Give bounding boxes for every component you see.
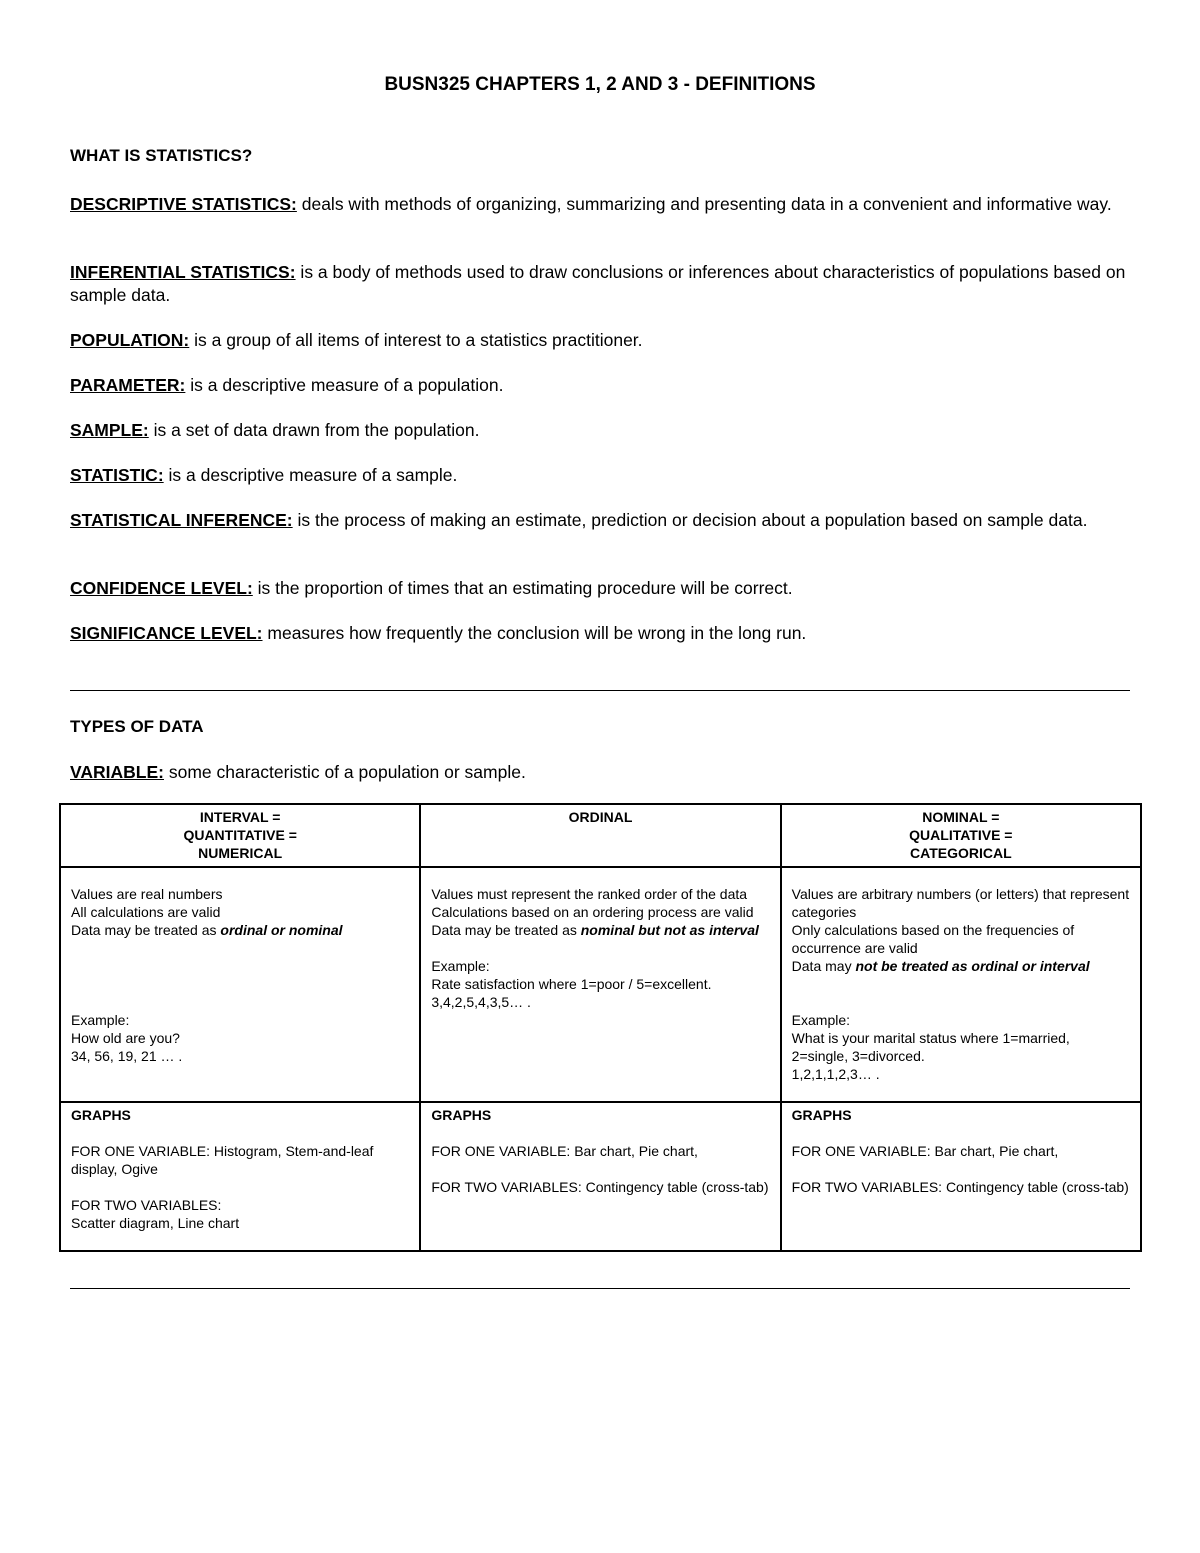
cell-line: Calculations based on an ordering process are valid [431,904,754,920]
definition-text: some characteristic of a population or sample. [163,762,526,782]
graphs-two-variables: FOR TWO VARIABLES: Contingency table (cross-tab) [431,1179,769,1195]
definition-sample [70,419,1130,442]
graphs-one-variable: FOR ONE VARIABLE: Histogram, Stem-and-leaf display, Ogive [71,1143,374,1177]
definition-term: SAMPLE: [70,420,149,440]
example-question: What is your marital status where 1=married, 2=single, 3=divorced. [791,1030,1070,1064]
header-line: CATEGORICAL [910,845,1012,861]
definition-term: STATISTICAL INFERENCE: [70,510,293,530]
definition-text: is the process of making an estimate, prediction or decision about a population based on sample data. [292,510,1088,530]
example-values: 34, 56, 19, 21 … . [71,1048,183,1064]
definition-statistical-inference [70,509,1130,532]
graphs-label: GRAPHS [791,1107,852,1123]
example-question: How old are you? [71,1030,180,1046]
cell-line: Values are real numbers [71,886,223,902]
example-label: Example: [791,1012,851,1028]
header-line: NUMERICAL [198,845,283,861]
cell-line: Only calculations based on the frequencies of occurrence are valid [791,922,1075,956]
graphs-label: GRAPHS [431,1107,492,1123]
definition-text: is the proportion of times that an estimating procedure will be correct. [252,578,793,598]
page-title: BUSN325 CHAPTERS 1, 2 AND 3 - DEFINITIONS [384,74,816,95]
definition-parameter [70,374,1130,397]
definition-text: is a set of data drawn from the population. [148,420,480,440]
definition-term: POPULATION: [70,330,190,350]
table-row-graphs [60,1102,1141,1251]
definition-population [70,329,1130,352]
definition-variable [70,761,1130,784]
graphs-label: GRAPHS [71,1107,131,1123]
header-nominal [781,804,1141,867]
section-heading-types-of-data: TYPES OF DATA [70,717,204,736]
graphs-cell-ordinal [420,1102,780,1251]
header-line: ORDINAL [568,809,633,825]
header-line: QUALITATIVE = [909,827,1013,843]
horizontal-divider-bottom [70,1288,1130,1289]
definition-text: is a body of methods used to draw conclusions or inferences about characteristics of populations based on sample data. [70,262,1126,305]
table-header-row [60,804,1141,867]
definition-term: STATISTIC: [70,465,164,485]
cell-line [431,921,769,939]
header-interval [60,804,420,867]
definition-text: is a group of all items of interest to a statistics practitioner. [189,330,643,350]
cell-text: Data may [791,958,856,974]
graphs-cell-nominal [781,1102,1141,1251]
graphs-two-variables-list: Scatter diagram, Line chart [71,1215,240,1231]
data-types-table [59,803,1142,1252]
table-row [60,867,1141,1102]
definition-term: SIGNIFICANCE LEVEL: [70,623,263,643]
definition-text: deals with methods of organizing, summarizing and presenting data in a convenient and informative way. [296,194,1112,214]
definition-term: DESCRIPTIVE STATISTICS: [70,194,297,214]
example-label: Example: [71,1012,130,1028]
definition-significance-level [70,622,1130,645]
cell-text: Data may be treated as [71,922,221,938]
definition-text: is a descriptive measure of a sample. [163,465,458,485]
interval-cell [60,867,420,1102]
cell-line: All calculations are valid [71,904,221,920]
definition-descriptive-statistics [70,193,1130,216]
graphs-cell-interval [60,1102,420,1251]
definition-text: measures how frequently the conclusion will be wrong in the long run. [262,623,807,643]
example-values: 1,2,1,1,2,3… . [791,1066,880,1082]
definition-text: is a descriptive measure of a population. [185,375,504,395]
header-line: QUANTITATIVE = [183,827,297,843]
definition-term: INFERENTIAL STATISTICS: [70,262,296,282]
definition-statistic [70,464,1130,487]
example-question: Rate satisfaction where 1=poor / 5=excellent. [431,976,712,992]
header-ordinal [420,804,780,867]
example-values: 3,4,2,5,4,3,5… . [431,994,531,1010]
nominal-cell [781,867,1141,1102]
definition-term: PARAMETER: [70,375,186,395]
cell-line [792,957,1130,975]
graphs-one-variable: FOR ONE VARIABLE: Bar chart, Pie chart, [791,1143,1059,1159]
cell-emphasis: not be treated as ordinal or interval [855,958,1090,974]
cell-text: Data may be treated as [431,922,581,938]
graphs-two-variables: FOR TWO VARIABLES: [71,1197,222,1213]
example-label: Example: [431,958,490,974]
header-line: INTERVAL = [199,809,281,825]
ordinal-cell [420,867,780,1102]
cell-line: Values are arbitrary numbers (or letters) that represent categories [791,886,1130,920]
cell-emphasis: nominal but not as interval [580,922,759,938]
cell-line: Values must represent the ranked order of the data [431,886,748,902]
section-heading-statistics: WHAT IS STATISTICS? [70,146,253,165]
definition-confidence-level [70,577,1130,600]
definition-term: CONFIDENCE LEVEL: [70,578,253,598]
graphs-one-variable: FOR ONE VARIABLE: Bar chart, Pie chart, [431,1143,698,1159]
cell-line [71,921,409,939]
definition-inferential-statistics [70,261,1130,307]
header-line: NOMINAL = [922,809,1000,825]
definition-term: VARIABLE: [70,762,164,782]
cell-emphasis: ordinal or nominal [220,922,343,938]
graphs-two-variables: FOR TWO VARIABLES: Contingency table (cross-tab) [791,1179,1129,1195]
horizontal-divider [70,690,1130,691]
